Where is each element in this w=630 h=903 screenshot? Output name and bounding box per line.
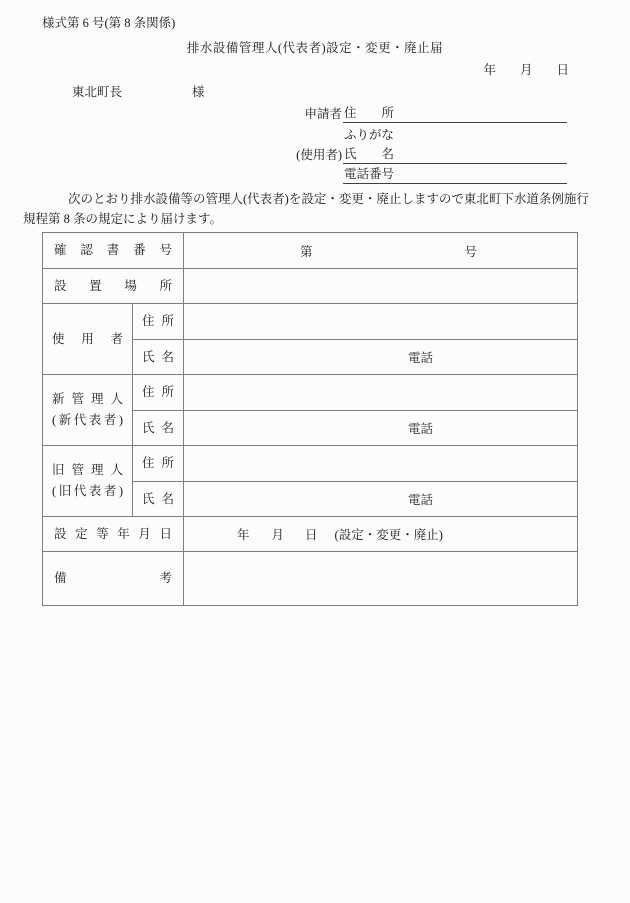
date-year-label: 年	[483, 63, 496, 77]
form-number: 様式第 6 号(第 8 条関係)	[42, 16, 176, 30]
user-group-label-cell	[43, 304, 133, 374]
old-manager-address-label: 住所	[142, 456, 174, 471]
form-table	[42, 232, 578, 606]
new-manager-address-label: 住所	[142, 385, 174, 400]
location-row	[43, 268, 577, 303]
set-date-label-cell	[43, 517, 184, 551]
old-manager-group-row	[43, 445, 577, 516]
set-date-value-cell	[184, 517, 577, 551]
old-manager-address-label-cell	[133, 446, 184, 481]
address-label: 住 所	[344, 106, 395, 121]
location-value-cell	[184, 269, 577, 303]
new-manager-subrows	[133, 375, 577, 445]
old-manager-sub-label: (旧代表者)	[52, 484, 123, 499]
date-month-label: 月	[519, 63, 533, 77]
old-manager-address-row	[133, 446, 577, 481]
body-line-1: 次のとおり排水設備等の管理人(代表者)を設定・変更・廃止しますので東北町下水道条例施行	[68, 192, 589, 207]
applicant-phone-row	[283, 164, 567, 184]
addressee-line	[72, 84, 630, 100]
old-manager-subrows	[133, 446, 577, 516]
new-manager-name-label-cell	[133, 411, 184, 445]
applicant-address-field	[343, 105, 567, 123]
location-label: 設置場所	[54, 278, 172, 293]
new-manager-label-stack	[43, 389, 132, 431]
user-name-row	[133, 339, 577, 374]
user-address-value-cell	[184, 304, 577, 339]
new-manager-name-value-cell	[184, 411, 577, 445]
old-manager-label-cell	[43, 446, 133, 516]
set-date-label: 設定等年月日	[54, 526, 172, 541]
old-manager-name-value-cell	[184, 482, 577, 516]
addressee-name: 東北町長	[72, 85, 123, 99]
old-manager-name-label-cell	[133, 482, 184, 516]
set-date-note: (設定・変更・廃止)	[334, 528, 443, 543]
user-group-row	[43, 303, 577, 374]
user-phone-label: 電話	[408, 351, 434, 366]
confirm-number-suffix: 号	[464, 244, 478, 259]
remarks-label: 備考	[54, 571, 172, 586]
remarks-row	[43, 551, 577, 605]
new-manager-name-label: 氏名	[142, 420, 174, 435]
user-subrows	[133, 304, 577, 374]
location-label-cell	[43, 269, 184, 303]
new-manager-address-value-cell	[184, 375, 577, 410]
phone-label: 電話番号	[344, 167, 395, 182]
applicant-furigana-field	[343, 127, 567, 144]
addressee-honorific: 様	[192, 85, 205, 99]
applicant-name-field	[343, 146, 567, 164]
applicant-furigana-row	[283, 123, 567, 143]
new-manager-name-row	[133, 410, 577, 445]
old-manager-name-label: 氏名	[142, 491, 174, 506]
confirm-number-label: 確認書番号	[54, 243, 172, 258]
applicant-role-label: 申請者	[304, 107, 342, 122]
remarks-label-cell	[43, 552, 184, 605]
old-manager-label-stack	[43, 460, 132, 502]
user-role-label: (使用者)	[296, 147, 342, 162]
name-label: 氏 名	[344, 146, 395, 161]
user-group-label: 使用者	[52, 331, 123, 346]
user-name-value-cell	[184, 340, 577, 374]
form-title: 排水設備管理人(代表者)設定・変更・廃止届	[186, 41, 444, 55]
new-manager-group-row	[43, 374, 577, 445]
user-name-label-cell	[133, 340, 184, 374]
confirm-number-row	[43, 233, 577, 268]
applicant-block	[283, 103, 567, 184]
confirm-number-prefix: 第	[300, 244, 313, 259]
user-address-row	[133, 304, 577, 339]
set-date-month-label: 月	[271, 528, 285, 543]
set-date-row	[43, 516, 577, 551]
applicant-phone-field	[343, 166, 567, 184]
confirm-number-label-cell	[43, 233, 184, 268]
body-line-2: 規程第 8 条の規定により届けます。	[23, 212, 223, 227]
applicant-name-row	[283, 144, 567, 164]
furigana-label: ふりがな	[344, 127, 395, 142]
old-manager-name-row	[133, 481, 577, 516]
remarks-value-cell	[184, 552, 577, 605]
set-date-day-label: 日	[305, 528, 318, 543]
new-manager-sub-label: (新代表者)	[52, 413, 123, 428]
new-manager-address-label-cell	[133, 375, 184, 410]
date-line	[0, 62, 630, 78]
new-manager-label-cell	[43, 375, 133, 445]
applicant-address-row	[283, 103, 567, 123]
new-manager-address-row	[133, 375, 577, 410]
user-name-label: 氏名	[142, 349, 174, 364]
date-day-label: 日	[556, 63, 569, 77]
user-address-label-cell	[133, 304, 184, 339]
body-paragraph	[23, 189, 608, 229]
new-manager-phone-label: 電話	[408, 422, 434, 437]
old-manager-label: 旧管理人	[52, 463, 123, 478]
confirm-number-value-cell	[184, 233, 577, 268]
set-date-year-label: 年	[237, 528, 250, 543]
old-manager-phone-label: 電話	[408, 493, 434, 508]
new-manager-label: 新管理人	[52, 392, 123, 407]
old-manager-address-value-cell	[184, 446, 577, 481]
user-address-label: 住所	[142, 314, 174, 329]
